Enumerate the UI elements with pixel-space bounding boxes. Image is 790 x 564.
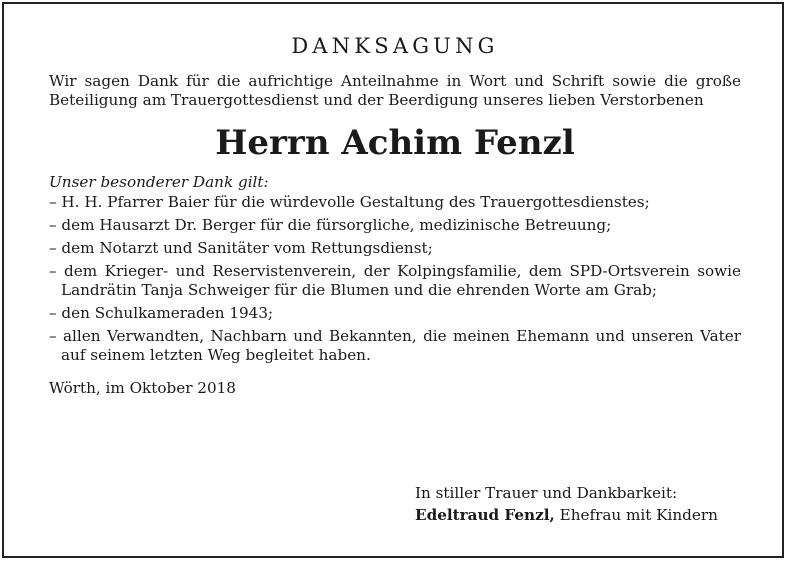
notice-content	[49, 34, 741, 398]
list-item: – dem Krieger- und Reservistenverein, der Kolpingsfamilie, dem SPD-Ortsverein sowie Landrätin Tanja Schweiger für die Blumen und die ehrenden Worte am Grab;	[49, 262, 741, 299]
signer-line	[415, 504, 718, 526]
thanks-list	[49, 193, 741, 365]
intro-text: Wir sagen Dank für die aufrichtige Anteilnahme in Wort und Schrift sowie die große Beteiligung am Trauergottesdienst und der Beerdigung unseres lieben Verstorbenen	[49, 72, 741, 109]
list-item: – allen Verwandten, Nachbarn und Bekannten, die meinen Ehemann und unseren Vater auf seinem letzten Weg begleitet haben.	[49, 327, 741, 364]
list-item: – dem Notarzt und Sanitäter vom Rettungsdienst;	[49, 239, 433, 257]
deceased-name: Herrn Achim Fenzl	[215, 123, 575, 163]
notice-heading: DANKSAGUNG	[291, 34, 499, 58]
signer-name: Edeltraud Fenzl,	[415, 506, 555, 524]
list-item: – H. H. Pfarrer Baier für die würdevolle Gestaltung des Trauergottesdienstes;	[49, 193, 650, 211]
closing-line: In stiller Trauer und Dankbarkeit:	[415, 484, 678, 502]
signer-relation: Ehefrau mit Kindern	[554, 506, 718, 524]
thanks-heading: Unser besonderer Dank gilt:	[49, 173, 269, 191]
list-item: – den Schulkameraden 1943;	[49, 304, 274, 322]
place-date: Wörth, im Oktober 2018	[49, 379, 236, 397]
list-item: – dem Hausarzt Dr. Berger für die fürsorgliche, medizinische Betreuung;	[49, 216, 612, 234]
signoff-block	[415, 482, 718, 526]
